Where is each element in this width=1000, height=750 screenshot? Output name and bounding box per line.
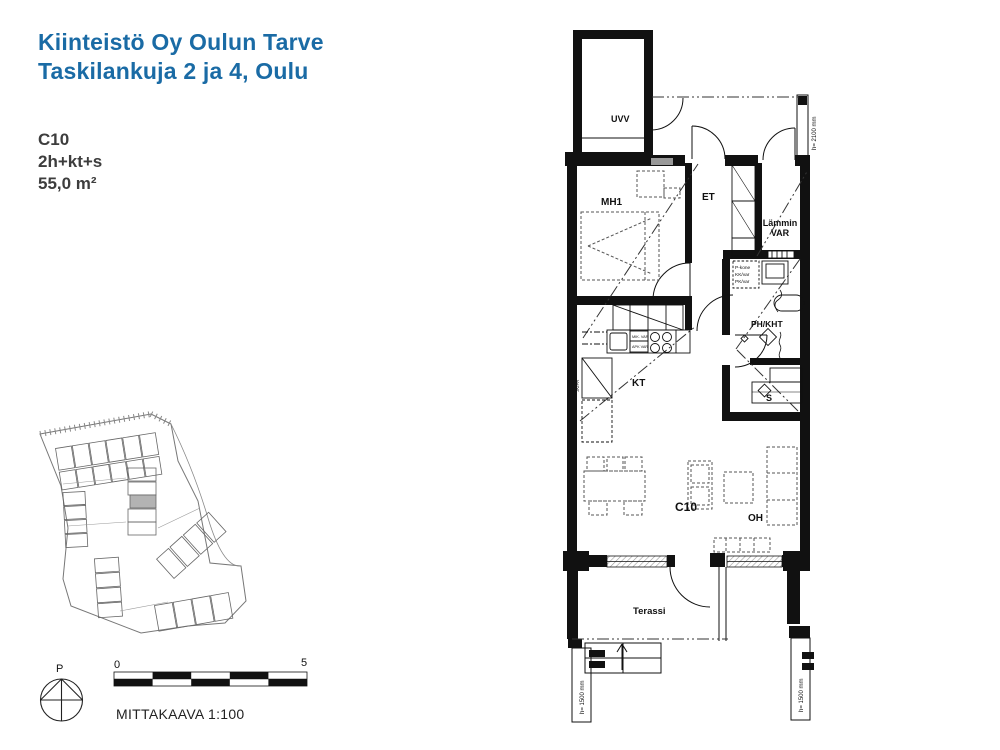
apartment-area: 55,0 m² (38, 174, 97, 193)
scale-bar-blocks (114, 672, 307, 686)
apartment-info (38, 129, 102, 195)
dim-h1500-right: h= 1500 mm (799, 678, 805, 712)
room-label-unit: C10 (675, 500, 698, 514)
compass-north-icon (36, 658, 92, 728)
room-label-sauna: S (766, 393, 773, 403)
room-label-uvv: UVV (611, 114, 630, 124)
room-labels (601, 114, 797, 617)
kitchen-fixtures (582, 305, 690, 442)
room-label-lammin-var-2: VAR (770, 228, 790, 238)
apartment-code: C10 (38, 130, 70, 149)
label-microwave: MIK. VAR (632, 335, 649, 339)
label-washer-1: P-kone (735, 266, 751, 271)
compass-label: P (56, 663, 64, 675)
label-fridge: JK/PA (575, 379, 580, 392)
label-washer-3: PK/var (735, 280, 750, 285)
walls (563, 30, 814, 670)
dim-h2100: h= 2100 mm (812, 116, 818, 150)
site-hatch-edge (40, 414, 171, 434)
room-label-ph-kht: PH/KHT (751, 319, 783, 329)
apartment-layout: 2h+kt+s (38, 152, 103, 171)
doors (651, 98, 795, 607)
site-boundary (40, 414, 246, 633)
label-washer-2: KK/var (735, 273, 750, 278)
room-label-kt: KT (632, 378, 646, 389)
scale-start: 0 (114, 659, 121, 671)
room-label-et: ET (702, 192, 715, 203)
site-buildings (56, 433, 233, 632)
windows (607, 556, 782, 567)
terrace-steps (585, 643, 661, 673)
room-label-oh: OH (748, 513, 763, 524)
room-label-terassi: Terassi (633, 606, 666, 617)
scale-bar (112, 652, 317, 697)
project-title-line1: Kiinteistö Oy Oulun Tarve (38, 29, 324, 55)
site-highlight-unit (130, 495, 156, 508)
project-title (38, 28, 324, 86)
label-dishwasher: APK VAR (632, 345, 649, 349)
scale-caption: MITTAKAAVA 1:100 (116, 706, 245, 722)
dim-h1500-left: h= 1500 mm (580, 680, 586, 714)
room-label-lammin-var-1: Lämmin (762, 218, 798, 228)
floor-plan (545, 20, 835, 745)
project-title-line2: Taskilankuja 2 ja 4, Oulu (38, 58, 309, 84)
scale-end: 5 (301, 657, 308, 669)
doormat (651, 158, 673, 165)
room-label-mh1: MH1 (601, 197, 623, 208)
site-plan (28, 406, 273, 651)
